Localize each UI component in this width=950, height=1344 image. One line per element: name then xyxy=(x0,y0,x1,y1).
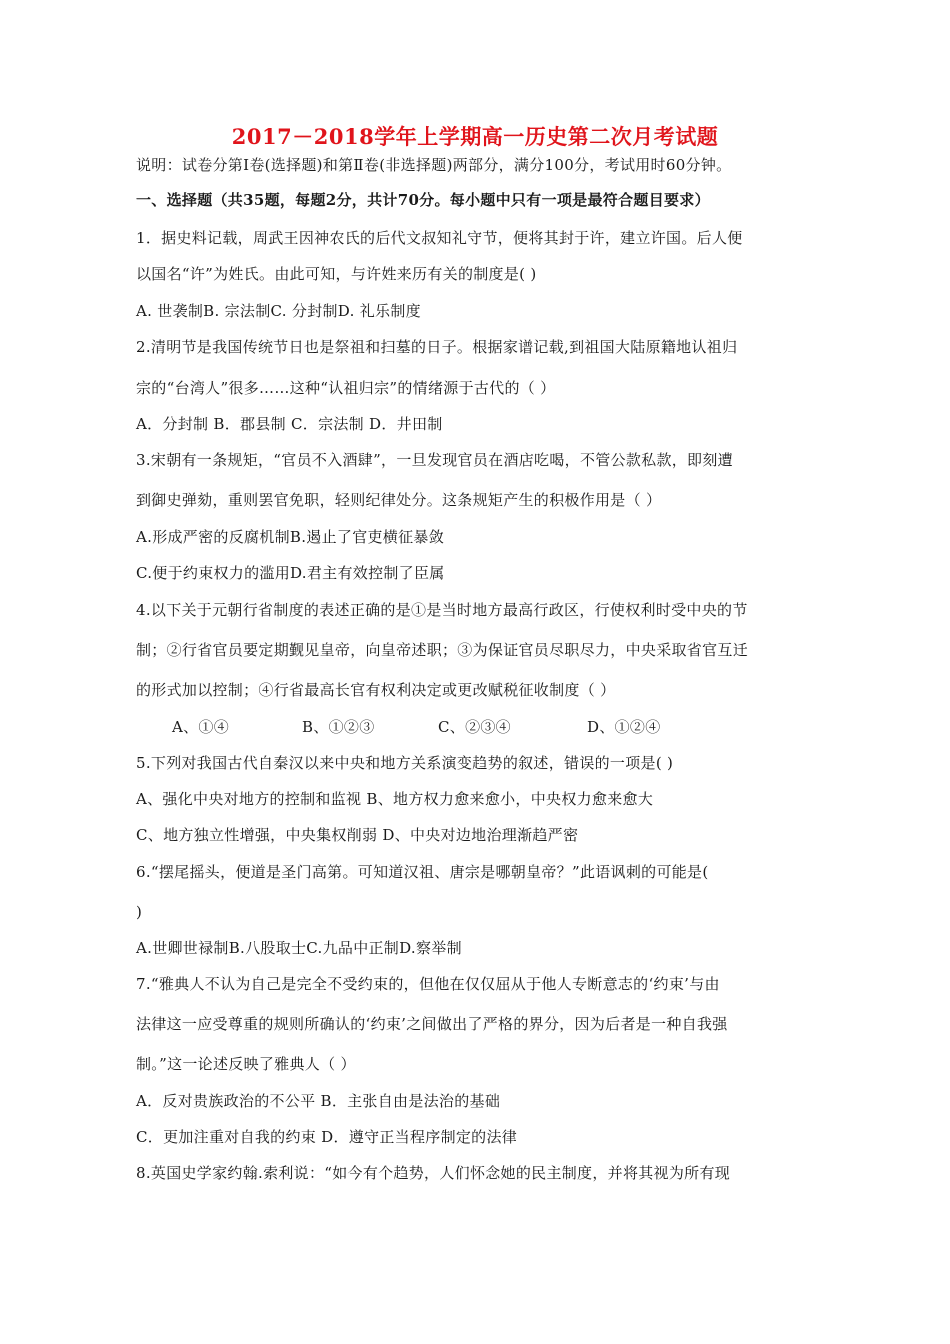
exam-title: 2017－2018学年上学期高一历史第二次月考试题 xyxy=(231,124,719,149)
question-6-line-2: ) xyxy=(136,903,143,921)
question-3-option-row-1: A.形成严密的反腐机制B.遏止了官吏横征暴敛 xyxy=(136,528,444,546)
question-7-option-row-1: A．反对贵族政治的不公平 B．主张自由是法治的基础 xyxy=(136,1092,501,1110)
exam-instructions: 说明：试卷分第Ⅰ卷(选择题)和第Ⅱ卷(非选择题)两部分，满分100分，考试用时60分钟。 xyxy=(136,156,732,174)
question-1-options: A. 世袭制B. 宗法制C. 分封制D. 礼乐制度 xyxy=(136,302,421,320)
question-4-options xyxy=(136,717,826,737)
question-3-line-2: 到御史弹劾，重则罢官免职，轻则纪律处分。这条规矩产生的积极作用是（ ） xyxy=(136,491,662,509)
question-4-line-2: 制；②行省官员要定期觐见皇帝，向皇帝述职；③为保证官员尽职尽力，中央采取省官互迁 xyxy=(136,641,749,659)
question-6-options: A.世卿世禄制B.八股取士C.九品中正制D.察举制 xyxy=(136,939,462,957)
question-2-options: A．分封制 B．郡县制 C．宗法制 D．井田制 xyxy=(136,415,443,433)
question-1-line-2: 以国名“许”为姓氏。由此可知，与许姓来历有关的制度是( ) xyxy=(136,265,537,283)
question-7-line-2: 法律这一应受尊重的规则所确认的‘约束’之间做出了严格的界分，因为后者是一种自我强 xyxy=(136,1015,728,1033)
question-5-line-1: 5.下列对我国古代自秦汉以来中央和地方关系演变趋势的叙述，错误的一项是( ) xyxy=(136,754,674,772)
question-8-line-1: 8.英国史学家约翰.索利说：“如今有个趋势，人们怀念她的民主制度，并将其视为所有现 xyxy=(136,1164,731,1182)
question-7-line-1: 7.“雅典人不认为自己是完全不受约束的，但他在仅仅屈从于他人专断意志的‘约束’与由 xyxy=(136,975,720,993)
question-5-option-row-2: C、地方独立性增强，中央集权削弱 D、中央对边地治理渐趋严密 xyxy=(136,826,579,844)
question-4-option-d: D、①②④ xyxy=(587,718,661,736)
question-7-line-3: 制。”这一论述反映了雅典人（ ） xyxy=(136,1055,356,1073)
section-heading: 一、选择题（共35题，每题2分，共计70分。每小题中只有一项是最符合题目要求） xyxy=(136,191,710,209)
question-4-option-a: A、①④ xyxy=(172,718,230,736)
question-3-option-row-2: C.便于约束权力的滥用D.君主有效控制了臣属 xyxy=(136,564,445,582)
question-1-line-1: 1．据史料记载，周武王因神农氏的后代文叔知礼守节，便将其封于许，建立许国。后人便 xyxy=(136,229,743,247)
question-5-option-row-1: A、强化中央对地方的控制和监视 B、地方权力愈来愈小，中央权力愈来愈大 xyxy=(136,790,654,808)
question-4-line-1: 4.以下关于元朝行省制度的表述正确的是①是当时地方最高行政区，行使权利时受中央的节 xyxy=(136,601,748,619)
question-3-line-1: 3.宋朝有一条规矩，“官员不入酒肆”，一旦发现官员在酒店吃喝，不管公款私款，即刻遭 xyxy=(136,451,733,469)
question-2-line-2: 宗的“台湾人”很多……这种“认祖归宗”的情绪源于古代的（ ） xyxy=(136,379,556,397)
question-4-option-c: C、②③④ xyxy=(438,718,511,736)
question-6-line-1: 6.“摆尾摇头，便道是圣门高第。可知道汉祖、唐宗是哪朝皇帝？”此语讽刺的可能是( xyxy=(136,863,709,881)
question-4-line-3: 的形式加以控制；④行省最高长官有权利决定或更改赋税征收制度（ ） xyxy=(136,681,616,699)
question-2-line-1: 2.清明节是我国传统节日也是祭祖和扫墓的日子。根据家谱记载,到祖国大陆原籍地认祖归 xyxy=(136,338,738,356)
question-7-option-row-2: C．更加注重对自我的约束 D．遵守正当程序制定的法律 xyxy=(136,1128,518,1146)
question-4-option-b: B、①②③ xyxy=(302,718,375,736)
